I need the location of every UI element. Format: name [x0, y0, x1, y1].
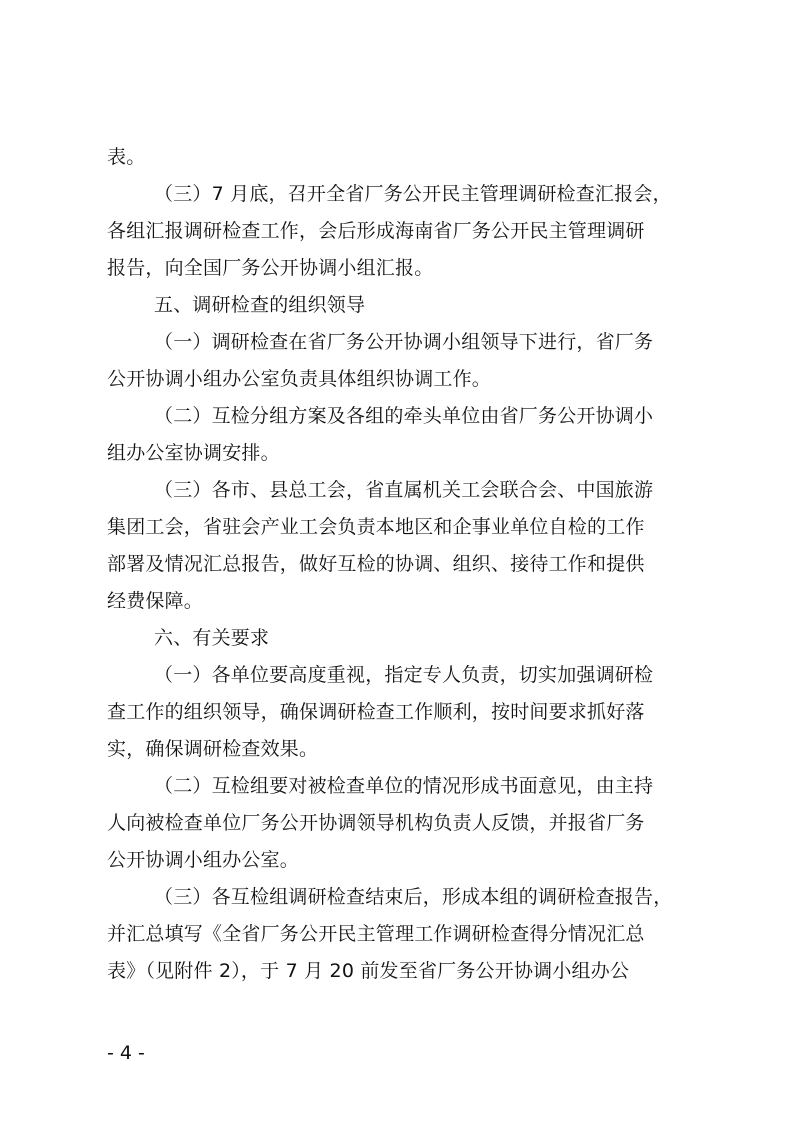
text-line: （一）调研检查在省厂务公开协调小组领导下进行，省厂务: [154, 331, 654, 353]
text-line: （三）7 月底，召开全省厂务公开民主管理调研检查汇报会，: [154, 183, 672, 205]
text-line: 查工作的组织领导，确保调研检查工作顺利，按时间要求抓好落: [107, 701, 645, 723]
text-line: 表。: [107, 146, 146, 168]
text-line: 表》（见附件 2），于 7 月 20 前发至省厂务公开协调小组办公: [107, 960, 630, 982]
text-line: 报告，向全国厂务公开协调小组汇报。: [107, 257, 434, 279]
text-line: （三）各互检组调研检查结束后，形成本组的调研检查报告，: [154, 886, 673, 908]
body-text: [107, 139, 703, 990]
section-heading-6: 六、有关要求: [154, 627, 270, 649]
text-line: （二）互检分组方案及各组的牵头单位由省厂务公开协调小: [154, 405, 654, 427]
text-line: 人向被检查单位厂务公开协调领导机构负责人反馈，并报省厂务: [107, 812, 645, 834]
page-number: - 4 -: [107, 1042, 145, 1064]
text-line: 集团工会，省驻会产业工会负责本地区和企事业单位自检的工作: [107, 516, 645, 538]
text-line: 公开协调小组办公室。: [107, 849, 300, 871]
text-line: （一）各单位要高度重视，指定专人负责，切实加强调研检: [154, 664, 654, 686]
text-line: 组办公室协调安排。: [107, 442, 280, 464]
text-line: 各组汇报调研检查工作，会后形成海南省厂务公开民主管理调研: [107, 220, 645, 242]
text-line: 部署及情况汇总报告，做好互检的协调、组织、接待工作和提供: [107, 553, 645, 575]
text-line: （二）互检组要对被检查单位的情况形成书面意见，由主持: [154, 775, 654, 797]
section-heading-5: 五、调研检查的组织领导: [154, 294, 366, 316]
text-line: 实，确保调研检查效果。: [107, 738, 319, 760]
text-line: 经费保障。: [107, 590, 204, 612]
text-line: 公开协调小组办公室负责具体组织协调工作。: [107, 368, 492, 390]
text-line: （三）各市、县总工会，省直属机关工会联合会、中国旅游: [154, 479, 654, 501]
text-line: 并汇总填写《全省厂务公开民主管理工作调研检查得分情况汇总: [107, 923, 645, 945]
